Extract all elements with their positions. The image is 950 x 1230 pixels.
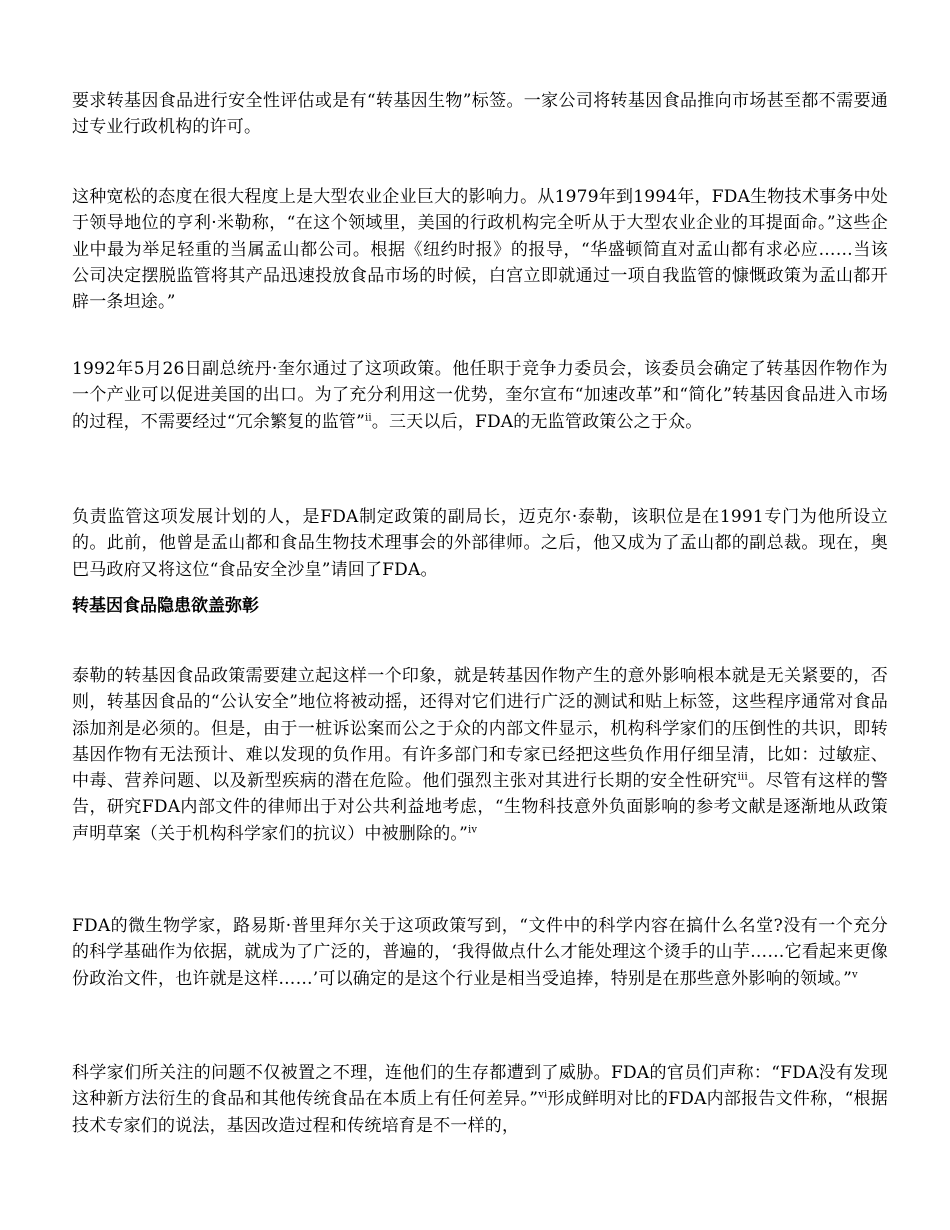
- footnote-ref-v[interactable]: v: [852, 968, 858, 980]
- paragraph-1: [72, 88, 888, 141]
- paragraph-3-text: 1992年5月26日副总统丹·奎尔通过了这项政策。他任职于竞争力委员会，该委员会确定了转基因作物作为一个产业可以促进美国的出口。为了充分利用这一优势，奎尔宣布“加速改革”和“简化”转基因食品进入市场的过程，不需要经过“冗余繁复的监管”: [72, 359, 888, 432]
- paragraph-3: [72, 356, 888, 435]
- paragraph-7: [72, 1060, 888, 1139]
- paragraph-5-tail: 。尽管有这样的警告，研究FDA内部文件的律师出于对公共利益地考虑，“生物科技意外负面影响的参考文献是逐渐地从政策声明草案（关于机构科学家们的抗议）中被删除的。”: [72, 771, 888, 844]
- footnote-ref-iii[interactable]: iii: [737, 771, 748, 783]
- footnote-ref-ii[interactable]: ii: [364, 411, 372, 423]
- paragraph-2: [72, 184, 888, 315]
- paragraph-7-tail: 形成鲜明对比的FDA内部报告文件称，“根据技术专家们的说法，基因改造过程和传统培育是不一样的，: [72, 1089, 889, 1136]
- paragraph-7-text: 科学家们所关注的问题不仅被置之不理，连他们的生存都遭到了威胁。FDA的官员们声称：“FDA没有发现这种新方法衍生的食品和其他传统食品在本质上有任何差异。”: [72, 1063, 888, 1110]
- footnote-ref-vi[interactable]: vi: [538, 1089, 548, 1101]
- paragraph-6: [72, 913, 888, 992]
- paragraph-4: [72, 504, 888, 583]
- paragraph-5-text: 泰勒的转基因食品政策需要建立起这样一个印象，就是转基因作物产生的意外影响根本就是无关紧要的，否则，转基因食品的“公认安全”地位将被动摇，还得对它们进行广泛的测试和贴上标签，这些程序通常对食品添加剂是必须的。但是，由于一桩诉讼案而公之于众的内部文件显示，机构科学家们的压倒性的共识，即转基因作物有无法预计、难以发现的负作用。有许多部门和专家已经把这些负作用仔细呈清，比如：过敏症、中毒、营养问题、以及新型疾病的潜在危险。他们强烈主张对其进行长期的安全性研究: [72, 666, 888, 792]
- section-heading: 转基因食品隐患欲盖弥彰: [72, 596, 259, 616]
- footnote-ref-iv[interactable]: iv: [468, 824, 478, 836]
- paragraph-6-text: FDA的微生物学家，路易斯·普里拜尔关于这项政策写到，“文件中的科学内容在搞什么名堂?没有一个充分的科学基础作为依据，就成为了广泛的，普遍的，‘我得做点什么才能处理这个烫手的山芋……它看起来更像份政治文件，也许就是这样……’可以确定的是这个行业是相当受追捧，特别是在那些意外影响的领域。”: [72, 916, 888, 989]
- paragraph-3-tail: 。三天以后，FDA的无监管政策公之于众。: [371, 411, 703, 432]
- paragraph-2-text: 这种宽松的态度在很大程度上是大型农业企业巨大的影响力。从1979年到1994年，FDA生物技术事务中处于领导地位的亨利·米勒称，“在这个领域里，美国的行政机构完全听从于大型农业企业的耳提面命。”这些企业中最为举足轻重的当属孟山都公司。根据《纽约时报》的报导，“华盛顿简直对孟山都有求必应……当该公司决定摆脱监管将其产品迅速投放食品市场的时候，白宫立即就通过一项自我监管的慷慨政策为孟山都开辟一条坦途。”: [72, 187, 888, 313]
- paragraph-4-text: 负责监管这项发展计划的人，是FDA制定政策的副局长，迈克尔·泰勒，该职位是在1991专门为他所设立的。此前，他曾是孟山都和食品生物技术理事会的外部律师。之后，他又成为了孟山都的副总裁。现在，奥巴马政府又将这位“食品安全沙皇”请回了FDA。: [72, 507, 888, 580]
- paragraph-1-text: 要求转基因食品进行安全性评估或是有“转基因生物”标签。一家公司将转基因食品推向市场甚至都不需要通过专业行政机构的许可。: [72, 91, 888, 138]
- paragraph-5: [72, 663, 888, 847]
